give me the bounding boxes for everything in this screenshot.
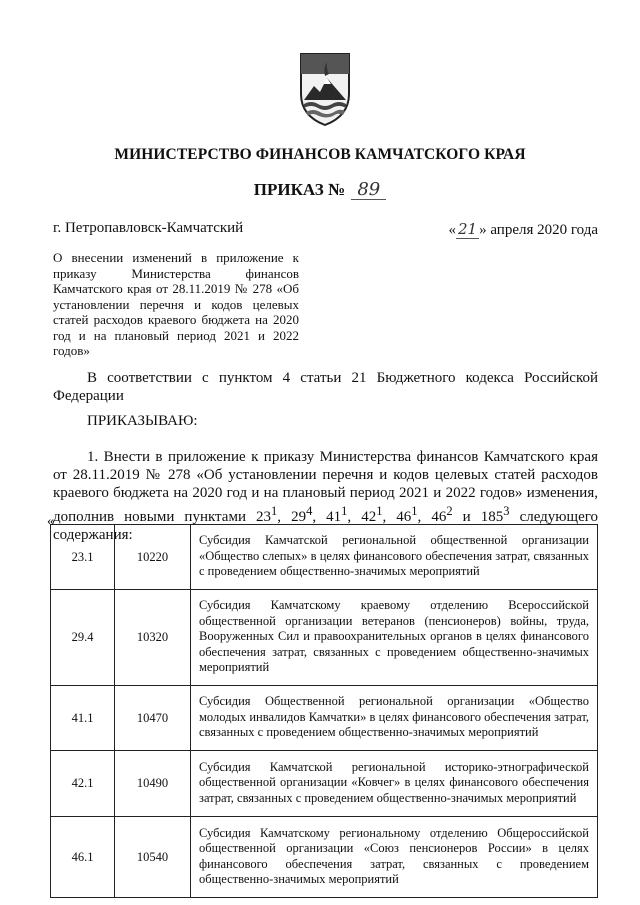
superscript: 2 xyxy=(446,504,453,518)
order-word: ПРИКАЗЫВАЮ: xyxy=(87,413,198,429)
separator: , 41 xyxy=(312,509,342,525)
row-text: Субсидия Камчатской региональной общественной организации «Общество слепых» в целях финансового обеспечения затрат, связанных с проведением общественно-значимых мероприятий xyxy=(191,525,598,590)
row-text: Субсидия Камчатской региональной историко-этнографической общественной организации «Ковчег» в целях финансового обеспечения затрат, связанных с проведением общественно-значимых мероприятий xyxy=(191,751,598,817)
row-code: 10320 xyxy=(115,590,191,686)
superscript: 4 xyxy=(306,504,313,518)
ministry-heading: МИНИСТЕРСТВО ФИНАНСОВ КАМЧАТСКОГО КРАЯ xyxy=(114,146,526,163)
row-code: 10490 xyxy=(115,751,191,817)
order-label: ПРИКАЗ № xyxy=(253,180,346,199)
separator: , 29 xyxy=(277,509,307,525)
order-subject: О внесении изменений в приложение к приказу Министерства финансов Камчатского края от 28.11.2019 № 278 «Об установлении перечня и кодов целевых статей расходов краевого бюджета на 2020 год и на плановый период 2021 и 2022 годов» xyxy=(53,250,299,358)
row-text: Субсидия Камчатскому краевому отделению Всероссийской общественной организации ветеранов (пенсионеров) войны, труда, Вооруженных Сил и правоохранительных органов в целях финансового обеспечения затрат, связанных с проведением общественно-значимых мероприятий xyxy=(191,590,598,686)
row-code: 10470 xyxy=(115,686,191,751)
table-row xyxy=(51,590,598,686)
row-code: 10220 xyxy=(115,525,191,590)
row-number: 29.4 xyxy=(51,590,115,686)
separator: и 185 xyxy=(452,509,504,525)
separator: , 46 xyxy=(382,509,412,525)
open-quote: « xyxy=(47,514,54,529)
row-text: Субсидия Общественной региональной организации «Общество молодых инвалидов Камчатки» в целях финансового обеспечения затрат, связанных с проведением общественно-значимых мероприятий xyxy=(191,686,598,751)
superscript: 1 xyxy=(271,504,278,518)
item-1-end: следующего содержания: xyxy=(53,509,599,543)
superscript: 3 xyxy=(503,504,510,518)
date-rest: апреля 2020 года xyxy=(490,222,598,238)
date-day: 21 xyxy=(457,220,478,238)
order-title xyxy=(0,180,640,200)
order-date: « 21 » апреля 2020 года xyxy=(448,220,598,238)
order-number: 89 xyxy=(351,181,386,200)
row-text: Субсидия Камчатскому региональному отделению Общероссийской общественной организации «Союз пенсионеров России» в целях финансового обеспечения затрат, связанных с проведением общественно-значимых мероприятий xyxy=(191,817,598,898)
superscript: 1 xyxy=(411,504,418,518)
table-row xyxy=(51,686,598,751)
table-row xyxy=(51,817,598,898)
superscript: 1 xyxy=(341,504,348,518)
subsidy-table xyxy=(50,524,598,898)
row-number: 46.1 xyxy=(51,817,115,898)
row-number: 42.1 xyxy=(51,751,115,817)
separator: , 46 xyxy=(417,509,447,525)
table-row xyxy=(51,525,598,590)
item-1-text: 1. Внести в приложение к приказу Министерства финансов Камчатского края от 28.11.2019 № 278 «Об установлении перечня и кодов целевых статей расходов краевого бюджета на 2020 год и на плановый период 2021 и 2022 годов» изменения, дополнив новыми пунктами 23 xyxy=(53,449,598,525)
superscript: 1 xyxy=(376,504,383,518)
separator: , 42 xyxy=(347,509,377,525)
city-label: г. Петропавловск-Камчатский xyxy=(53,220,244,236)
kamchatka-coat-of-arms-icon xyxy=(296,48,354,128)
row-code: 10540 xyxy=(115,817,191,898)
preamble-paragraph: В соответствии с пунктом 4 статьи 21 Бюджетного кодекса Российской Федерации xyxy=(53,370,598,404)
table-row xyxy=(51,751,598,817)
row-number: 23.1 xyxy=(51,525,115,590)
row-number: 41.1 xyxy=(51,686,115,751)
